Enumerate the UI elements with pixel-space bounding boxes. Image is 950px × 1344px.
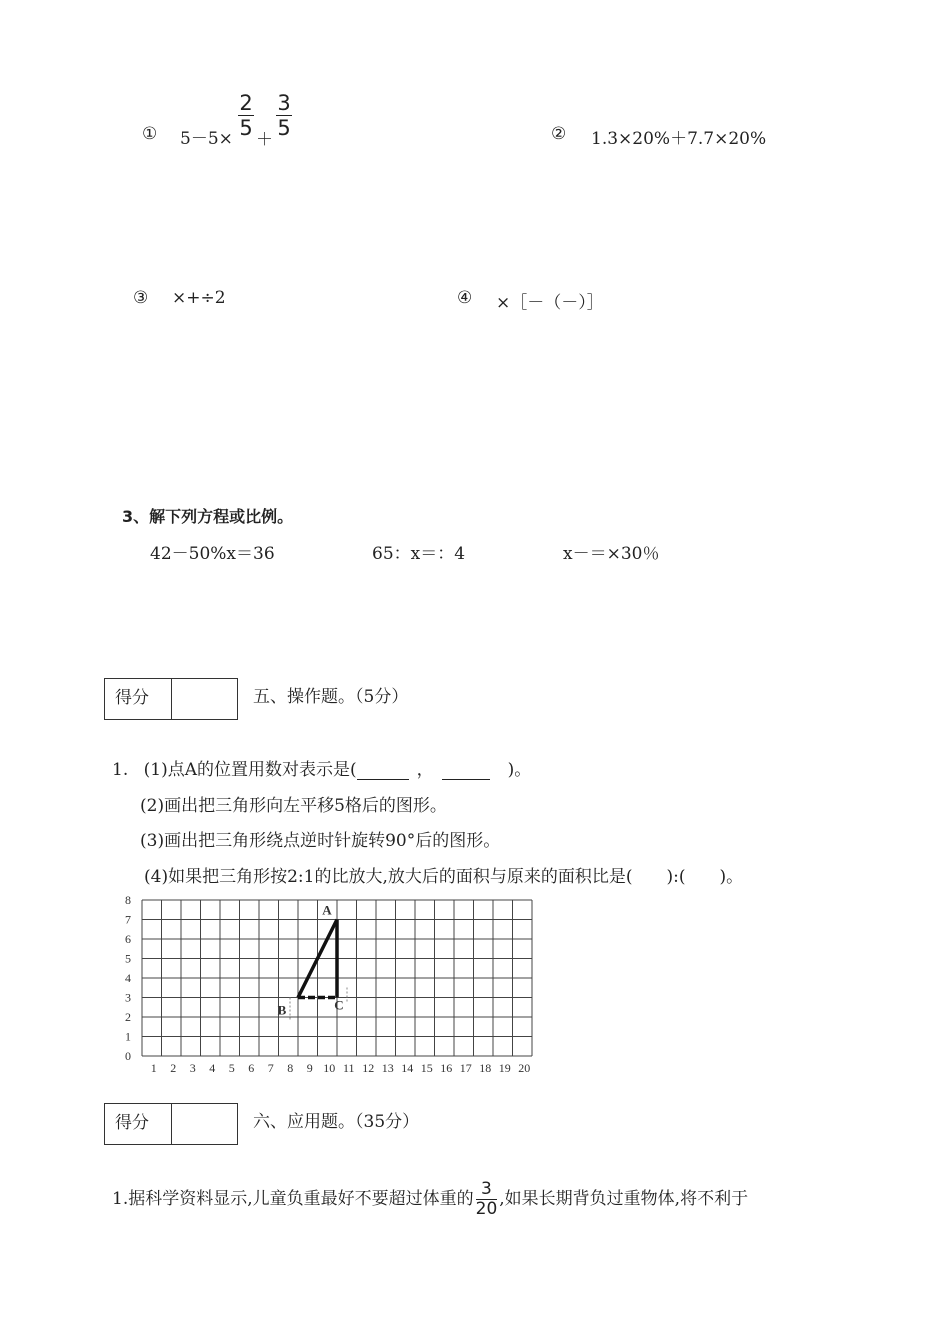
x-axis-label: 4 bbox=[209, 1061, 216, 1075]
x-axis-label: 11 bbox=[342, 1061, 355, 1075]
section6-score-box bbox=[104, 1103, 238, 1145]
x-axis-label: 3 bbox=[189, 1061, 196, 1075]
x-axis-label: 1 bbox=[150, 1061, 157, 1075]
y-axis-label: 5 bbox=[125, 951, 131, 966]
q1-fraction-a-numerator: 2 bbox=[239, 91, 253, 115]
x-axis-label: 7 bbox=[267, 1061, 274, 1075]
section6-score-input[interactable] bbox=[172, 1104, 237, 1144]
grid-x-axis-labels bbox=[151, 1061, 531, 1075]
section5-q1-part1-close: )。 bbox=[507, 760, 532, 780]
section6-q1-text bbox=[112, 1180, 748, 1219]
y-axis-label: 8 bbox=[125, 893, 131, 907]
section6-q1-fraction bbox=[476, 1180, 498, 1219]
x-axis-label: 6 bbox=[248, 1061, 255, 1075]
x-axis-label: 18 bbox=[479, 1061, 492, 1075]
section5-score-input[interactable] bbox=[172, 679, 237, 719]
equation-1: 42－50%x＝36 bbox=[150, 544, 275, 564]
x-axis-label: 19 bbox=[498, 1061, 511, 1075]
x-axis-label: 14 bbox=[401, 1061, 414, 1075]
section5-q1-part1 bbox=[112, 755, 531, 780]
section5-q1-part1-text: (1)点A的位置用数对表示是( bbox=[143, 760, 357, 780]
x-axis-label: 8 bbox=[287, 1061, 294, 1075]
y-axis-label: 4 bbox=[125, 971, 131, 985]
section5-q1-part2: (2)画出把三角形向左平移5格后的图形。 bbox=[140, 796, 447, 816]
section5-q1-part3: (3)画出把三角形绕点逆时针旋转90°后的图形。 bbox=[140, 831, 501, 851]
x-axis-label: 10 bbox=[323, 1061, 336, 1075]
q1-expression-prefix: 5－5× bbox=[180, 129, 233, 149]
q1-fraction-b-numerator: 3 bbox=[277, 91, 291, 115]
q1-fraction-a bbox=[238, 92, 254, 139]
y-axis-label: 0 bbox=[125, 1049, 131, 1063]
x-axis-label: 13 bbox=[381, 1061, 394, 1075]
point-label-c: C bbox=[334, 997, 344, 1013]
equation-2: 65：x＝：4 bbox=[372, 544, 466, 564]
section5-score-box bbox=[104, 678, 238, 720]
point-label-b: B bbox=[277, 1002, 287, 1018]
y-axis-label: 6 bbox=[125, 932, 131, 946]
q4-marker: ④ bbox=[457, 288, 473, 308]
x-axis-label: 20 bbox=[518, 1061, 531, 1075]
q1-fraction-b-denominator: 5 bbox=[277, 116, 291, 140]
y-axis-label: 3 bbox=[125, 990, 131, 1005]
x-axis-label: 2 bbox=[170, 1061, 177, 1075]
x-axis-label: 17 bbox=[459, 1061, 472, 1075]
q1-marker: ① bbox=[142, 124, 158, 144]
section6-score-label: 得分 bbox=[115, 1113, 149, 1133]
coordinate-separator: ， bbox=[416, 760, 434, 780]
q1-fraction-b bbox=[276, 92, 292, 139]
section6-q1-text-b: ,如果长期背负过重物体,将不利于 bbox=[499, 1189, 749, 1209]
q4-expression: ×［－（－）］ bbox=[496, 293, 604, 313]
equation-3: x－＝×30％ bbox=[563, 544, 660, 564]
x-axis-label: 9 bbox=[306, 1061, 313, 1075]
section3-heading: 3、解下列方程或比例。 bbox=[122, 507, 294, 526]
coordinate-grid[interactable] bbox=[110, 892, 550, 1082]
q2-marker: ② bbox=[551, 124, 567, 144]
coordinate-y-blank[interactable] bbox=[442, 762, 490, 780]
y-axis-label: 1 bbox=[125, 1029, 131, 1044]
x-axis-label: 12 bbox=[362, 1061, 375, 1075]
section6-q1-text-a: 1.据科学资料显示,儿童负重最好不要超过体重的 bbox=[112, 1189, 474, 1209]
q1-fraction-a-denominator: 5 bbox=[239, 116, 253, 140]
point-label-a: A bbox=[322, 902, 332, 918]
coordinate-x-blank[interactable] bbox=[357, 762, 409, 780]
q3-expression: ×+÷2 bbox=[172, 288, 226, 308]
q3-marker: ③ bbox=[133, 288, 149, 308]
section6-q1-fraction-den: 20 bbox=[475, 1199, 498, 1219]
q1-plus-sign: ＋ bbox=[256, 130, 273, 150]
grid-y-axis-labels bbox=[125, 893, 131, 1063]
y-axis-label: 7 bbox=[125, 912, 131, 927]
x-axis-label: 16 bbox=[440, 1061, 453, 1075]
section5-q1-number: 1. bbox=[112, 760, 129, 780]
x-axis-label: 15 bbox=[420, 1061, 433, 1075]
q2-expression: 1.3×20%＋7.7×20% bbox=[591, 129, 767, 149]
x-axis-label: 5 bbox=[228, 1061, 235, 1075]
section6-q1-fraction-num: 3 bbox=[481, 1179, 492, 1199]
section6-title: 六、应用题。（35分） bbox=[253, 1112, 420, 1132]
section5-q1-part4: (4)如果把三角形按2:1的比放大,放大后的面积与原来的面积比是( ):( )。 bbox=[144, 867, 744, 887]
section5-score-label: 得分 bbox=[115, 688, 149, 708]
y-axis-label: 2 bbox=[125, 1010, 131, 1024]
section5-title: 五、操作题。（5分） bbox=[253, 687, 409, 707]
